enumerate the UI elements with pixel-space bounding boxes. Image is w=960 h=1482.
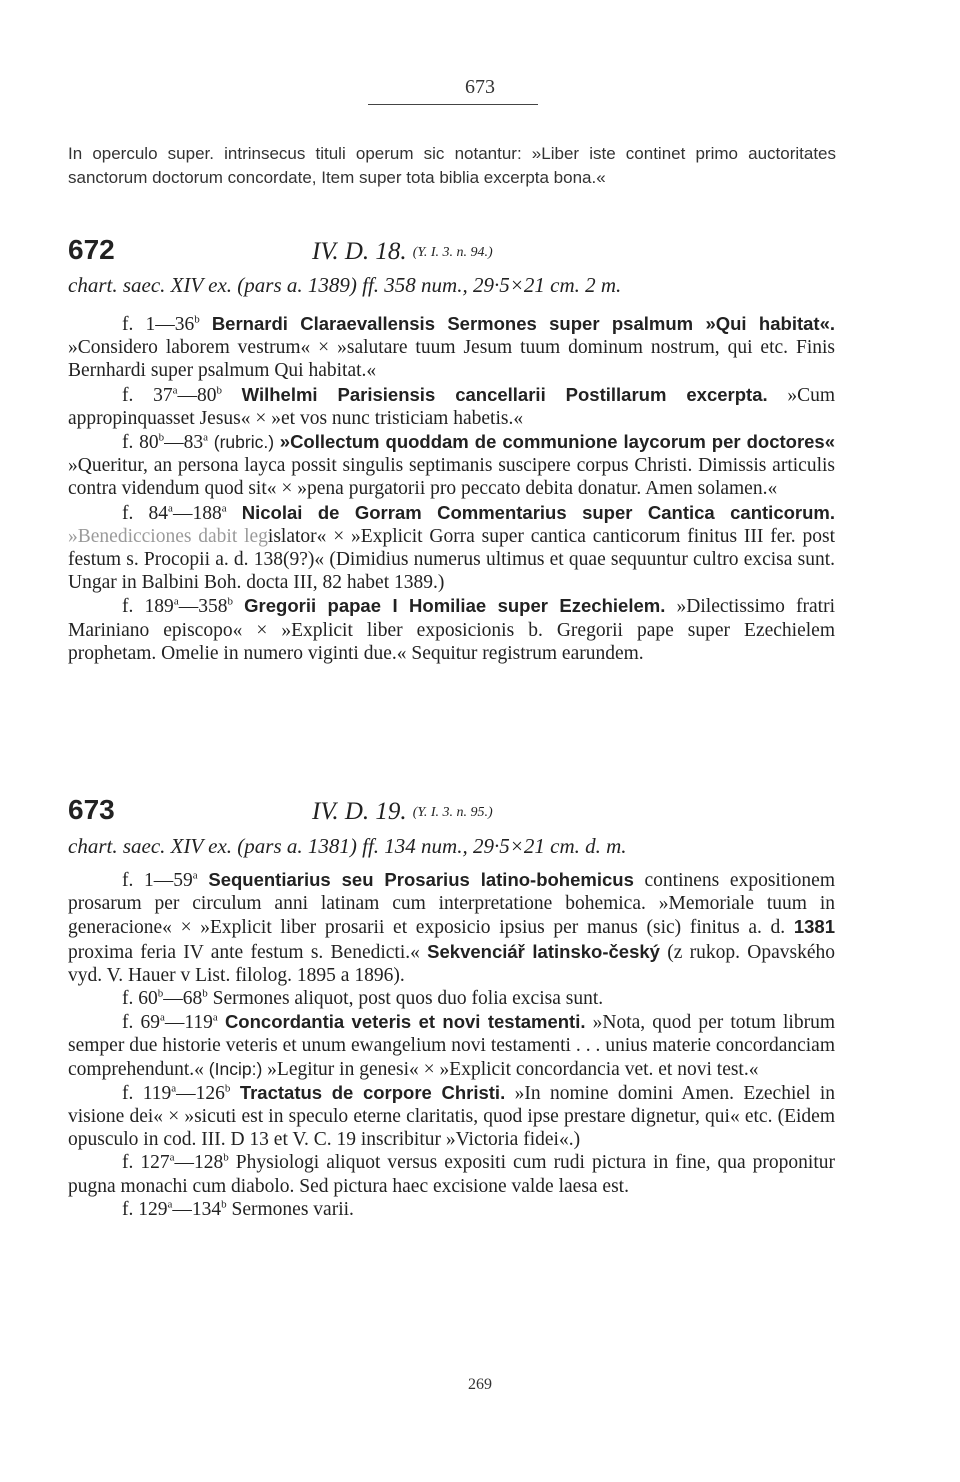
item: f. 69$^a$—119$^a$ Concordantia veteris et novi testamenti. »Nota, quod per totum librum semper due historie veteris et unum ewangelium novi testamenti . . . unius materie concordanciam comprehendunt.« (Incip:) »Legitur in genesi« × »Explicit concordancia vet. et novi test.« [68,1011,836,1080]
entry-number: 673 [68,794,115,825]
shelfmark: IV. D. 18. (Y. I. 3. n. 94.) [312,238,493,265]
old-signature: (Y. I. 3. n. 94.) [412,245,493,260]
item: f. 80$^b$—83$^a$ (rubric.) »Collectum quoddam de communione laycorum per doctores« »Queritur, an persona layca possit singulis septimanis suscipere corpus Christi. Dimissis articulis contra videndum quod sit« × »pena purgatorii pro peccato debita donatur. Amen solamen.« [68,431,836,500]
item: f. 84$^a$—188$^a$ Nicolai de Gorram Commentarius super Cantica canticorum. »Benedicciones dabit legislator« × »Explicit Gorra super cantica canticorum finitus III fer. post festum s. Procopii a. d. 138(9?)« (Dimidius numerus ultimus et quae sequuntur cultro excisa sunt. Ungar in Balbini Boh. docta III, 82 habet 1389.) [68,501,836,594]
item: f. 119$^a$—126$^b$ Tractatus de corpore Christi. »In nomine domini Amen. Ezechiel in visione dei« × »sicuti est in speculo eterne claritatis, quod ipse prestare dignetur, qui« etc. (Eidem opusculo in cod. III. D 13 et V. C. 19 inscribitur »Victoria fidei«.) [68,1081,835,1151]
page-number: 673 [465,76,495,98]
shelfmark: IV. D. 19. (Y. I. 3. n. 95.) [312,798,493,825]
entry-number: 672 [68,234,115,265]
entry-672-meta: chart. saec. XIV ex. (pars a. 1389) ff. 358 num., 29·5×21 cm. 2 m. [68,273,622,297]
item: f. 37$^a$—80$^b$ Wilhelmi Parisiensis cancellarii Postillarum excerpta. »Cum appropinquasset Jesus« × »et vos nunc tristiciam habetis.« [68,383,835,429]
item: f. 189$^a$—358$^b$ Gregorii papae I Homiliae super Ezechielem. »Dilectissimo fratri Mariniano episcopo« × »Explicit liber exposicionis b. Gregorii pape super Ezechielem prophetam. Omelie in numero viginti due.« Sequitur registrum earundem. [68,595,836,664]
entry-673-meta: chart. saec. XIV ex. (pars a. 1381) ff. 134 num., 29·5×21 cm. d. m. [68,834,627,858]
header-rule [368,104,538,105]
item: f. 129$^a$—134$^b$ Sermones varii. [122,1198,354,1220]
intro-paragraph: In operculo super. intrinsecus tituli operum sic notantur: »Liber iste continet primo auctoritates sanctorum doctorum concordate, Item super tota biblia excerpta bona.« [68,144,836,187]
item: f. 60$^b$—68$^b$ Sermones aliquot, post quos duo folia excisa sunt. [122,987,604,1010]
entry-673-items [68,868,835,1221]
item: f. 127$^a$—128$^b$ Physiologi aliquot versus expositi cum rudi pictura in fine, qua proponitur pugna monachi cum diabolo. Sed pictura haec excisione valde laesa est. [68,1151,835,1197]
entry-673-heading [68,794,868,828]
entry-672-items [68,312,835,665]
item: f. 1—36$^b$ Bernardi Claraevallensis Sermones super psalmum »Qui habitat«. »Considero laborem vestrum« × »salutare tuum Jesum tuum dominum nostrum, qui etc. Finis Bernhardi super psalmum Qui habitat.« [68,313,835,382]
footer-page-number: 269 [468,1376,492,1393]
old-signature: (Y. I. 3. n. 95.) [412,805,493,820]
item: f. 1—59$^a$ Sequentiarius seu Prosarius latino-bohemicus continens expositionem prosarum per circulum anni latinam cum interpretatione bohemica. »Memoriale tuum in generacione« × »Explicit liber prosarii et exposicio ipsius per manus (sic) finitus a. d. 1381 proxima feria IV ante festum s. Benedicti.« Sekvenciář latinsko-český (z rukop. Opavského vyd. V. Hauer v List. filolog. 1895 a 1896). [68,869,835,986]
entry-672-heading [68,234,868,268]
